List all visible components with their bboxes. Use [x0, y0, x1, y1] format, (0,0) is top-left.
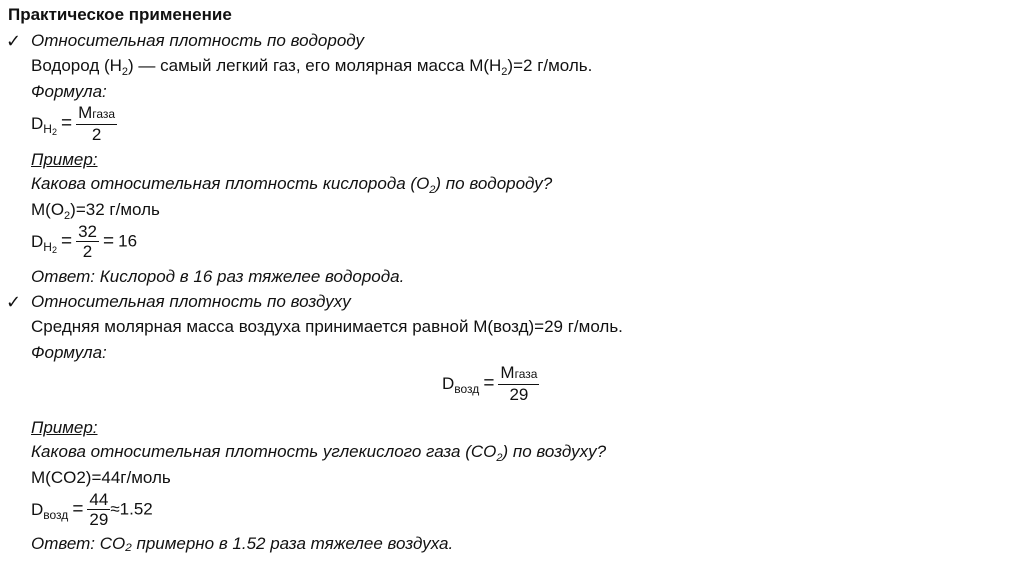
section2-heading: Относительная плотность по воздуху: [31, 292, 351, 311]
section1-formula-label: Формула:: [31, 82, 107, 101]
section1-molar-mass: $M(O_2)=32$ г/моль: [31, 200, 160, 222]
section1-formula: $D_{H2}$ = $\frac{\text{Mгаза}}{2}$: [31, 103, 116, 144]
section2-example-label: Пример:: [31, 418, 98, 437]
section1-question: Какова относительная плотность кислорода $(O_2)$ по водороду?: [31, 174, 553, 196]
section1-example-label: Пример:: [31, 150, 98, 169]
section2-description: Средняя молярная масса воздуха принимается равной M(возд)=29 г/моль.: [31, 317, 623, 336]
section2-formula: $D_{возд}$ = $\frac{\text{Mгаза}}{29}$: [442, 363, 538, 404]
section1-heading: Относительная плотность по водороду: [31, 31, 364, 50]
section1-description: Водород $(H_2)$ — самый легкий газ, его молярная масса $M(H_2)=2$ г/моль.: [31, 56, 593, 78]
section2-molar-mass: M(CO2)=44г/моль: [31, 468, 171, 487]
section1-answer: Ответ: Кислород в 16 раз тяжелее водорода.: [31, 267, 405, 286]
section1-calculation: $D_{H2}$ = $\frac{32}{2}$ = 16: [31, 222, 138, 261]
section2-formula-label: Формула:: [31, 343, 107, 362]
section2-answer: Ответ: CO₂ примерно в 1.52 раза тяжелее воздуха.: [31, 534, 454, 553]
section2-calculation: $D_{возд}$ = $\frac{44}{29}$ ≈1.52: [31, 490, 153, 529]
section2-question: Какова относительная плотность углекислого газа $(CO_2)$ по воздуху?: [31, 442, 607, 464]
checkmark-icon: ✓: [6, 292, 22, 312]
checkmark-icon: ✓: [6, 31, 22, 51]
slide-title: Практическое применение: [8, 5, 232, 24]
